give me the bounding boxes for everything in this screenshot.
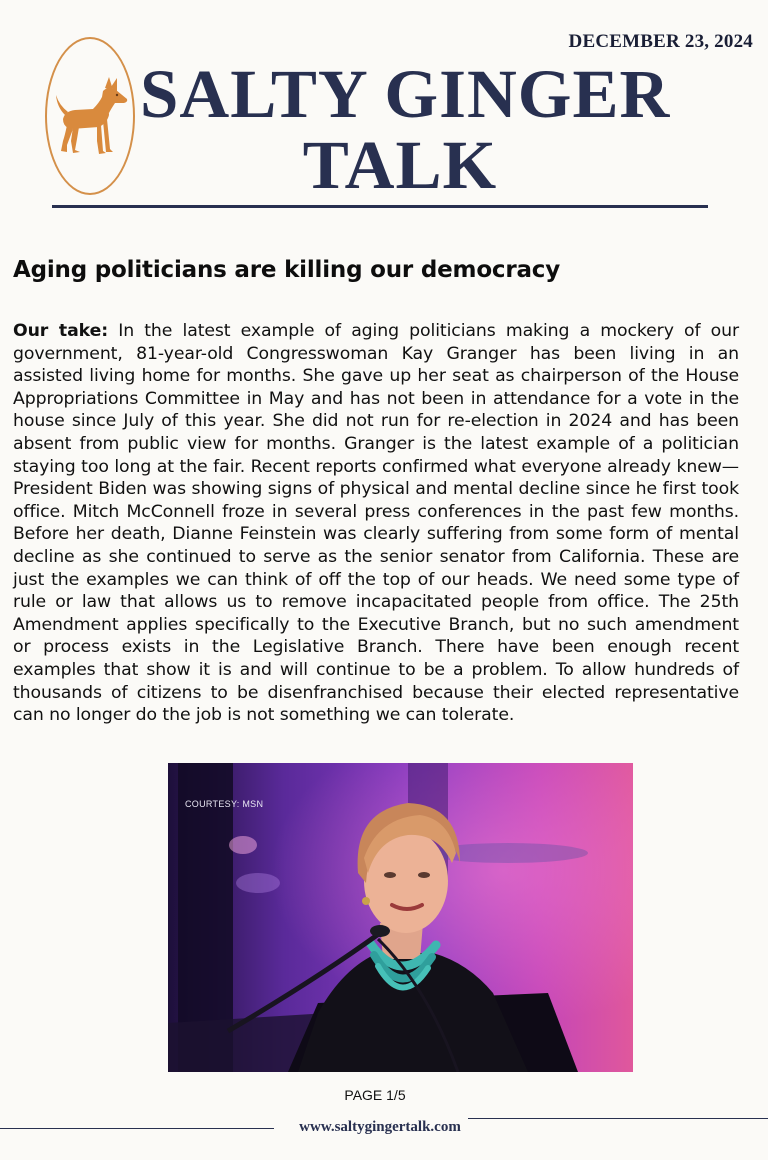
page-number: PAGE 1/5 xyxy=(344,1087,406,1103)
footer-divider-left xyxy=(0,1128,274,1129)
masthead-title-line-1: SALTY GINGER xyxy=(140,56,671,132)
header-divider xyxy=(52,205,708,208)
article-body-text: In the latest example of aging politicians making a mockery of our government, 81-year-old Congresswoman Kay Granger has been living in an assisted living home for months. She gave up her seat as chairperson of the House Appropriations Committee in May and has not been in attendance for a vote in the house since July of this year. She did not run for re-election in 2024 and has been absent from public view for months. Granger is the latest example of a politician staying too long at the fair. Recent reports confirmed what everyone already knew—President Biden was showing signs of physical and mental decline since he first took office. Mitch McConnell froze in several press conferences in the past few months. Before her death, Dianne Feinstein was clearly suffering from some form of mental decline as she continued to serve as the senior senator from California. These are just the examples we can think of off the top of our heads. We need some type of rule or law that allows us to remove incapacitated people from office. The 25th Amendment applies specifically to the Executive Branch, but no such amendment or process exists in the Legislative Branch. There have been enough recent examples that show it is and will continue to be a problem. To allow hundreds of thousands of citizens to be disenfranchised because their elected representative can no longer do the job is not something we can tolerate. xyxy=(13,321,739,726)
lead-label: Our take: xyxy=(13,321,109,341)
website-link[interactable]: www.saltygingertalk.com xyxy=(299,1119,461,1135)
article-photo xyxy=(168,763,633,1072)
footer-divider-right xyxy=(468,1118,768,1119)
issue-date: DECEMBER 23, 2024 xyxy=(568,31,753,52)
article-body xyxy=(13,320,739,727)
dog-logo-icon xyxy=(53,75,129,159)
photo-credit: COURTESY: MSN xyxy=(185,799,264,809)
masthead-title-line-2: TALK xyxy=(302,127,498,203)
article-headline: Aging politicians are killing our democracy xyxy=(13,257,561,283)
salty-ginger-logo xyxy=(45,37,135,195)
photo-illustration xyxy=(168,763,633,1072)
